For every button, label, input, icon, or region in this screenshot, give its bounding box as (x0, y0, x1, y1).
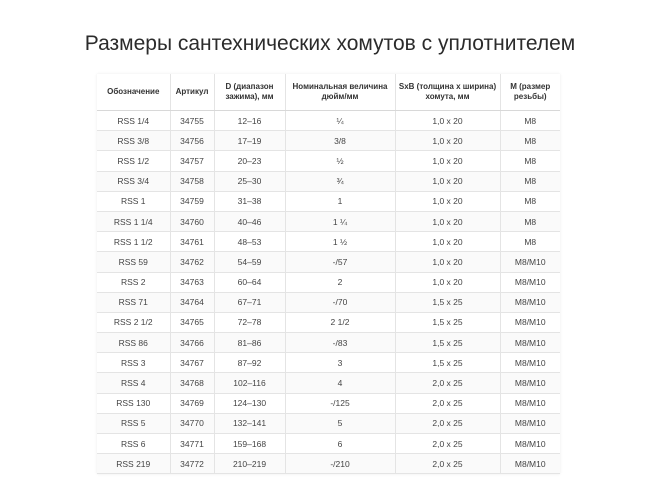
article-cell: 34772 (170, 454, 214, 474)
designation-cell: RSS 1 (97, 191, 170, 211)
thread-size-cell: M8/M10 (500, 292, 560, 312)
thickness-width-cell: 1,0 х 20 (395, 131, 500, 151)
article-cell: 34768 (170, 373, 214, 393)
thickness-width-cell: 1,0 х 20 (395, 151, 500, 171)
table-body (97, 111, 560, 474)
thread-size-cell: M8/M10 (500, 353, 560, 373)
article-cell: 34770 (170, 413, 214, 433)
thickness-width-cell: 2,0 х 25 (395, 454, 500, 474)
thickness-width-cell: 1,0 х 20 (395, 191, 500, 211)
table-row (97, 292, 560, 312)
nominal-size-cell: 6 (285, 434, 395, 454)
article-cell: 34758 (170, 171, 214, 191)
table-row (97, 434, 560, 454)
table-row (97, 131, 560, 151)
thread-size-cell: M8 (500, 211, 560, 231)
nominal-size-cell: 1 (285, 191, 395, 211)
thread-size-cell: M8 (500, 171, 560, 191)
designation-cell: RSS 3 (97, 353, 170, 373)
clamp-range-cell: 124–130 (214, 393, 285, 413)
table-row (97, 272, 560, 292)
nominal-size-cell: ½ (285, 151, 395, 171)
clamp-range-cell: 48–53 (214, 232, 285, 252)
column-header-thickness-width: SxB (толщина х ширина) хомута, мм (395, 74, 500, 111)
thread-size-cell: M8/M10 (500, 413, 560, 433)
article-cell: 34756 (170, 131, 214, 151)
clamp-range-cell: 67–71 (214, 292, 285, 312)
nominal-size-cell: 2 (285, 272, 395, 292)
nominal-size-cell: 4 (285, 373, 395, 393)
clamp-range-cell: 72–78 (214, 312, 285, 332)
thickness-width-cell: 2,0 х 25 (395, 434, 500, 454)
thickness-width-cell: 1,0 х 20 (395, 111, 500, 131)
clamp-range-cell: 25–30 (214, 171, 285, 191)
table-header-row (97, 74, 560, 111)
nominal-size-cell: -/83 (285, 333, 395, 353)
nominal-size-cell: -/57 (285, 252, 395, 272)
nominal-size-cell: 3/8 (285, 131, 395, 151)
designation-cell: RSS 1 1/2 (97, 232, 170, 252)
table-row (97, 454, 560, 474)
table-row (97, 333, 560, 353)
table-row (97, 151, 560, 171)
nominal-size-cell: 1 ¼ (285, 211, 395, 231)
article-cell: 34757 (170, 151, 214, 171)
clamp-range-cell: 20–23 (214, 151, 285, 171)
clamp-range-cell: 40–46 (214, 211, 285, 231)
designation-cell: RSS 59 (97, 252, 170, 272)
thread-size-cell: M8 (500, 232, 560, 252)
designation-cell: RSS 130 (97, 393, 170, 413)
clamp-range-cell: 17–19 (214, 131, 285, 151)
article-cell: 34771 (170, 434, 214, 454)
table-row (97, 373, 560, 393)
thickness-width-cell: 2,0 х 25 (395, 393, 500, 413)
nominal-size-cell: 1 ½ (285, 232, 395, 252)
nominal-size-cell: ¼ (285, 111, 395, 131)
article-cell: 34765 (170, 312, 214, 332)
clamp-range-cell: 159–168 (214, 434, 285, 454)
thread-size-cell: M8 (500, 151, 560, 171)
thickness-width-cell: 1,0 х 20 (395, 252, 500, 272)
article-cell: 34766 (170, 333, 214, 353)
table-row (97, 191, 560, 211)
clamp-range-cell: 210–219 (214, 454, 285, 474)
nominal-size-cell: 2 1/2 (285, 312, 395, 332)
sizes-table-container (97, 74, 560, 474)
designation-cell: RSS 1 1/4 (97, 211, 170, 231)
thread-size-cell: M8/M10 (500, 333, 560, 353)
table-row (97, 252, 560, 272)
column-header-nominal-size: Номинальная величина дюйм/мм (285, 74, 395, 111)
nominal-size-cell: 3 (285, 353, 395, 373)
thickness-width-cell: 1,0 х 20 (395, 232, 500, 252)
nominal-size-cell: -/70 (285, 292, 395, 312)
table-row (97, 393, 560, 413)
column-header-thread-size: M (размер резьбы) (500, 74, 560, 111)
designation-cell: RSS 3/8 (97, 131, 170, 151)
thickness-width-cell: 1,0 х 20 (395, 211, 500, 231)
table-row (97, 211, 560, 231)
table-row (97, 232, 560, 252)
thread-size-cell: M8/M10 (500, 252, 560, 272)
article-cell: 34767 (170, 353, 214, 373)
article-cell: 34760 (170, 211, 214, 231)
article-cell: 34759 (170, 191, 214, 211)
designation-cell: RSS 219 (97, 454, 170, 474)
clamp-range-cell: 60–64 (214, 272, 285, 292)
nominal-size-cell: -/210 (285, 454, 395, 474)
article-cell: 34762 (170, 252, 214, 272)
article-cell: 34764 (170, 292, 214, 312)
thickness-width-cell: 1,5 х 25 (395, 333, 500, 353)
designation-cell: RSS 86 (97, 333, 170, 353)
article-cell: 34763 (170, 272, 214, 292)
nominal-size-cell: -/125 (285, 393, 395, 413)
clamp-range-cell: 81–86 (214, 333, 285, 353)
thickness-width-cell: 1,0 х 20 (395, 171, 500, 191)
thickness-width-cell: 1,5 х 25 (395, 292, 500, 312)
designation-cell: RSS 4 (97, 373, 170, 393)
thread-size-cell: M8 (500, 111, 560, 131)
table-row (97, 111, 560, 131)
column-header-clamp-range: D (диапазон зажима), мм (214, 74, 285, 111)
clamp-range-cell: 12–16 (214, 111, 285, 131)
designation-cell: RSS 1/4 (97, 111, 170, 131)
table-row (97, 353, 560, 373)
thickness-width-cell: 1,5 х 25 (395, 312, 500, 332)
article-cell: 34761 (170, 232, 214, 252)
designation-cell: RSS 2 1/2 (97, 312, 170, 332)
column-header-designation: Обозначение (97, 74, 170, 111)
thread-size-cell: M8/M10 (500, 434, 560, 454)
nominal-size-cell: 5 (285, 413, 395, 433)
clamp-range-cell: 87–92 (214, 353, 285, 373)
clamp-range-cell: 31–38 (214, 191, 285, 211)
article-cell: 34755 (170, 111, 214, 131)
thread-size-cell: M8/M10 (500, 373, 560, 393)
thickness-width-cell: 2,0 х 25 (395, 413, 500, 433)
clamp-range-cell: 54–59 (214, 252, 285, 272)
thread-size-cell: M8/M10 (500, 393, 560, 413)
thickness-width-cell: 1,5 х 25 (395, 353, 500, 373)
article-cell: 34769 (170, 393, 214, 413)
designation-cell: RSS 5 (97, 413, 170, 433)
sizes-table (97, 74, 560, 474)
clamp-range-cell: 102–116 (214, 373, 285, 393)
column-header-article: Артикул (170, 74, 214, 111)
thickness-width-cell: 2,0 х 25 (395, 373, 500, 393)
designation-cell: RSS 1/2 (97, 151, 170, 171)
designation-cell: RSS 6 (97, 434, 170, 454)
table-row (97, 171, 560, 191)
page-title: Размеры сантехнических хомутов с уплотнителем (84, 32, 576, 55)
thread-size-cell: M8 (500, 131, 560, 151)
thread-size-cell: M8/M10 (500, 312, 560, 332)
table-row (97, 413, 560, 433)
table-row (97, 312, 560, 332)
clamp-range-cell: 132–141 (214, 413, 285, 433)
thread-size-cell: M8/M10 (500, 272, 560, 292)
designation-cell: RSS 3/4 (97, 171, 170, 191)
thread-size-cell: M8 (500, 191, 560, 211)
nominal-size-cell: ¾ (285, 171, 395, 191)
designation-cell: RSS 2 (97, 272, 170, 292)
designation-cell: RSS 71 (97, 292, 170, 312)
thread-size-cell: M8/M10 (500, 454, 560, 474)
thickness-width-cell: 1,0 х 20 (395, 272, 500, 292)
